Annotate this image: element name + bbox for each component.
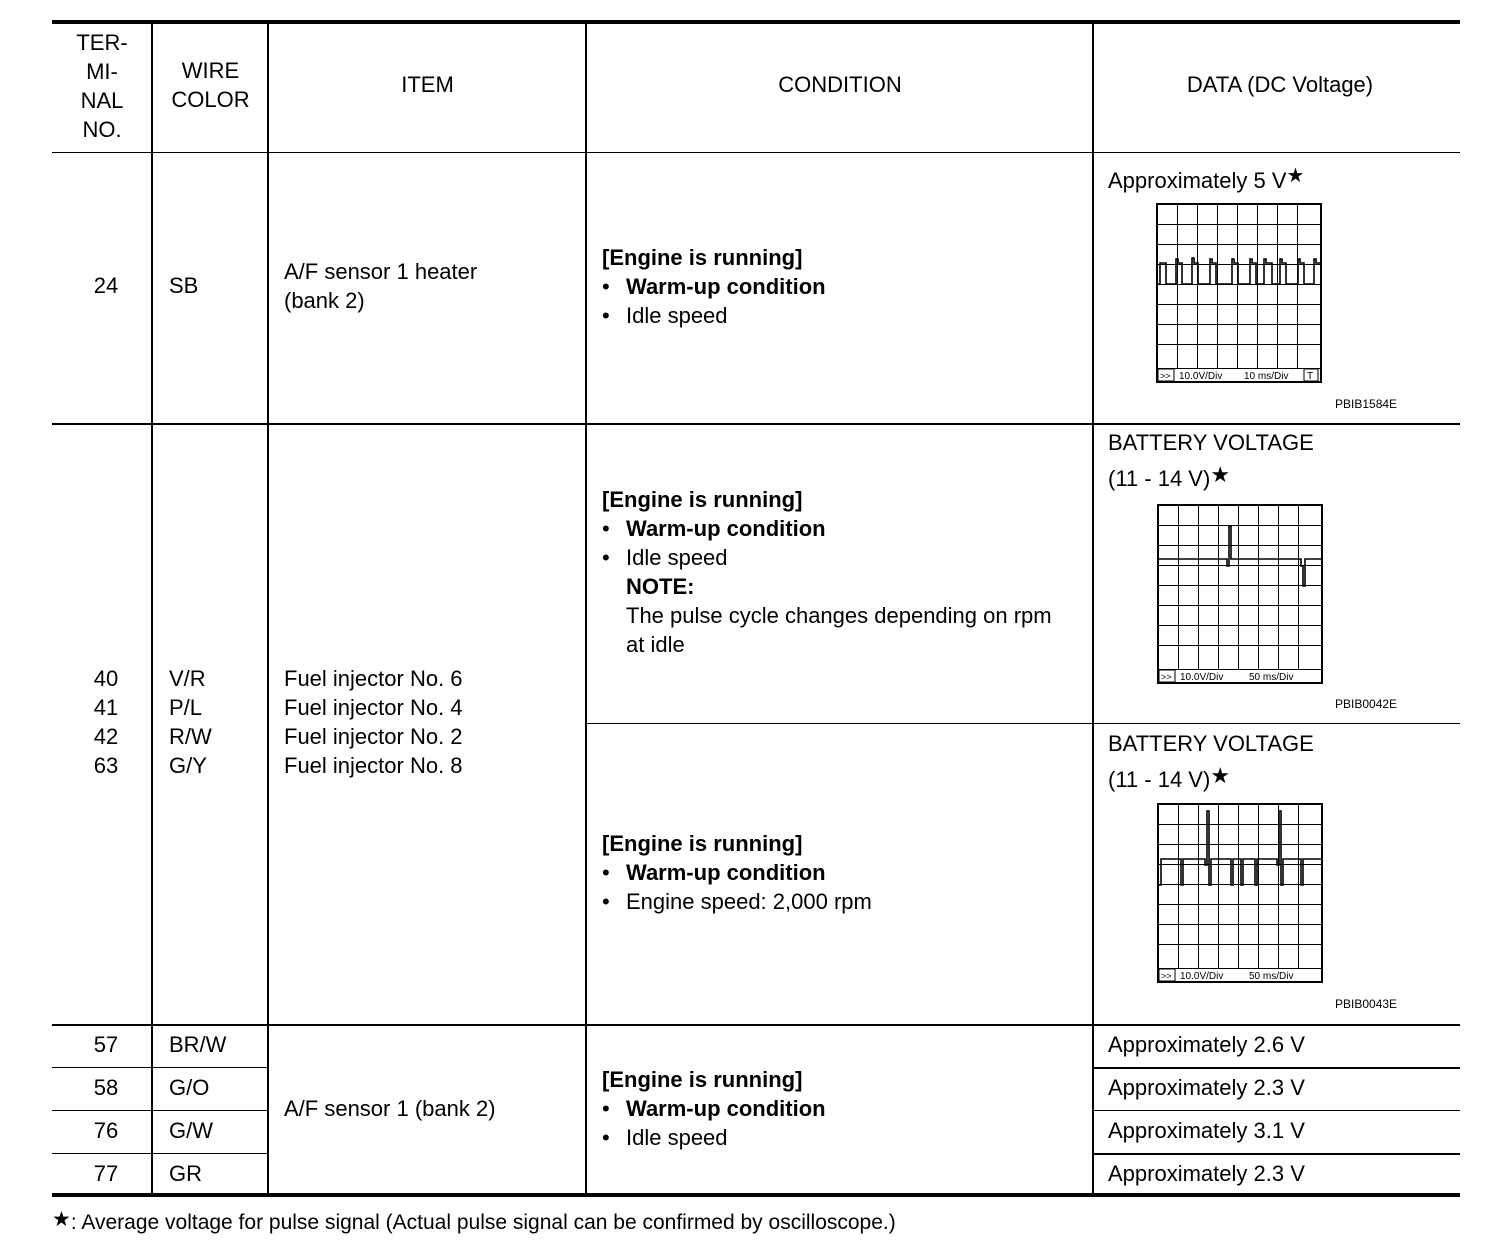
scope-frame [1158, 804, 1322, 982]
condition-bullet: • Idle speed [626, 301, 728, 330]
data-injector-rpm-line1: BATTERY VOLTAGE [1108, 731, 1314, 756]
data-injector-idle-line1: BATTERY VOLTAGE [1108, 430, 1314, 455]
data-value: Approximately 2.3 V [1108, 1161, 1305, 1186]
data-injector-rpm-line2 [1108, 765, 1230, 794]
scope-volt-label: 10.0V/Div [1180, 971, 1224, 982]
condition-bullet: • Warm-up condition [626, 272, 826, 301]
scope-grid [1158, 804, 1322, 969]
data-value: (11 - 14 V) [1108, 466, 1211, 491]
col-divider-4 [1092, 22, 1094, 1195]
condition-title: [Engine is running] [602, 487, 803, 512]
star-icon: ★ [52, 1208, 71, 1231]
terminal-number: 63 [93, 753, 119, 778]
wire-color: GR [169, 1161, 202, 1186]
terminal-24: 24 [93, 273, 119, 298]
condition-title: [Engine is running] [602, 245, 803, 270]
wire-color: G/Y [169, 753, 207, 778]
data-24-text: Approximately 5 V [1108, 168, 1287, 193]
star-icon: ★ [1286, 165, 1305, 187]
footnote [52, 1208, 896, 1237]
wire-color: P/L [169, 695, 203, 720]
header-terminal-line: TER- [76, 30, 128, 55]
data-24 [1108, 166, 1304, 197]
af-row-line-1-left [52, 1067, 268, 1068]
table-top-border [52, 20, 1460, 24]
figure-code-injector-idle: PBIB0042E [1335, 697, 1398, 711]
item-name: Fuel injector No. 2 [284, 724, 463, 749]
condition-bullet: • Warm-up condition [626, 1094, 826, 1123]
oscilloscope-waveform-24 [1156, 203, 1324, 385]
scope-volt-label: 10.0V/Div [1179, 371, 1223, 382]
scope-volt-label: 10.0V/Div [1180, 672, 1224, 683]
wire-color: V/R [169, 666, 206, 691]
wire-color: G/O [169, 1075, 210, 1100]
item-name: Fuel injector No. 4 [284, 695, 463, 720]
item-af-sensor: A/F sensor 1 (bank 2) [284, 1096, 496, 1121]
header-wire-line: WIRE [181, 58, 240, 83]
scope-arrow-glyph: >> [1161, 672, 1172, 682]
wire-color-24: SB [169, 273, 199, 298]
terminal-number: 58 [93, 1075, 119, 1100]
scope-time-label: 10 ms/Div [1244, 371, 1289, 382]
wire-color: R/W [169, 724, 212, 749]
scope-trigger-label: T [1307, 371, 1314, 382]
header-terminal-line: MI- [86, 59, 118, 84]
condition-bullet: • Warm-up condition [626, 858, 826, 887]
star-icon: ★ [1210, 462, 1231, 487]
data-value: Approximately 2.6 V [1108, 1032, 1305, 1057]
wire-color: BR/W [169, 1032, 227, 1057]
note-label: NOTE: [626, 574, 695, 599]
terminal-number: 41 [93, 695, 119, 720]
col-divider-1 [151, 22, 153, 1195]
footnote-text: : Average voltage for pulse signal (Actual pulse signal can be confirmed by oscilloscope.) [70, 1211, 896, 1234]
row-24-bottom-border [52, 423, 1460, 425]
scope-grid [1158, 505, 1322, 670]
star-icon: ★ [1210, 763, 1231, 788]
scope-arrow-glyph: >> [1161, 971, 1172, 981]
wire-color: G/W [169, 1118, 213, 1143]
scope-frame [1158, 505, 1322, 683]
injector-bottom-border [52, 1024, 1460, 1026]
scope-arrow-glyph: >> [1160, 371, 1171, 381]
item-24-line2: (bank 2) [284, 288, 365, 313]
scope-grid [1157, 204, 1321, 369]
terminal-number: 77 [93, 1161, 119, 1186]
af-row-line-3-left [52, 1153, 268, 1154]
condition-bullet: • Idle speed [626, 1123, 728, 1152]
note-text-line2: at idle [626, 632, 685, 657]
header-bottom-border [52, 152, 1460, 153]
oscilloscope-waveform-injector-idle [1157, 504, 1325, 686]
header-terminal-line: NO. [82, 117, 122, 142]
af-row-line-2-right [1093, 1110, 1460, 1111]
condition-bullet: • Warm-up condition [626, 514, 826, 543]
oscilloscope-waveform-injector-2000rpm [1157, 803, 1325, 985]
terminal-number: 57 [93, 1032, 119, 1057]
af-row-line-2-left [52, 1110, 268, 1111]
condition-bullet: • Idle speed [626, 543, 728, 572]
condition-bullet: • Engine speed: 2,000 rpm [626, 887, 872, 916]
header-item: ITEM [401, 72, 454, 97]
col-divider-3 [585, 22, 587, 1195]
item-name: Fuel injector No. 8 [284, 753, 463, 778]
scope-frame [1157, 204, 1321, 382]
terminal-number: 76 [93, 1118, 119, 1143]
scope-time-label: 50 ms/Div [1249, 672, 1294, 683]
item-name: Fuel injector No. 6 [284, 666, 463, 691]
af-row-line-3-right [1093, 1153, 1460, 1155]
figure-code-injector-rpm: PBIB0043E [1335, 997, 1398, 1011]
condition-title: [Engine is running] [602, 1067, 803, 1092]
terminal-number: 40 [93, 666, 119, 691]
col-divider-2 [267, 22, 269, 1195]
item-24-line1: A/F sensor 1 heater [284, 259, 478, 284]
scope-trace [1159, 526, 1321, 586]
scope-trace [1158, 258, 1320, 284]
condition-title: [Engine is running] [602, 831, 803, 856]
af-row-line-1-right [1093, 1067, 1460, 1069]
header-condition: CONDITION [778, 72, 902, 97]
header-terminal-line: NAL [80, 88, 124, 113]
terminal-number: 42 [93, 724, 119, 749]
figure-code-24: PBIB1584E [1335, 397, 1398, 411]
data-injector-idle-line2 [1108, 464, 1230, 493]
scope-trace [1159, 811, 1321, 885]
table-bottom-border [52, 1193, 1460, 1197]
data-value: (11 - 14 V) [1108, 767, 1211, 792]
data-value: Approximately 2.3 V [1108, 1075, 1305, 1100]
data-value: Approximately 3.1 V [1108, 1118, 1305, 1143]
note-text-line1: The pulse cycle changes depending on rpm [626, 603, 1052, 628]
injector-split-line [586, 723, 1460, 724]
header-data: DATA (DC Voltage) [1186, 72, 1374, 97]
scope-time-label: 50 ms/Div [1249, 971, 1294, 982]
header-wire-line: COLOR [171, 87, 250, 112]
